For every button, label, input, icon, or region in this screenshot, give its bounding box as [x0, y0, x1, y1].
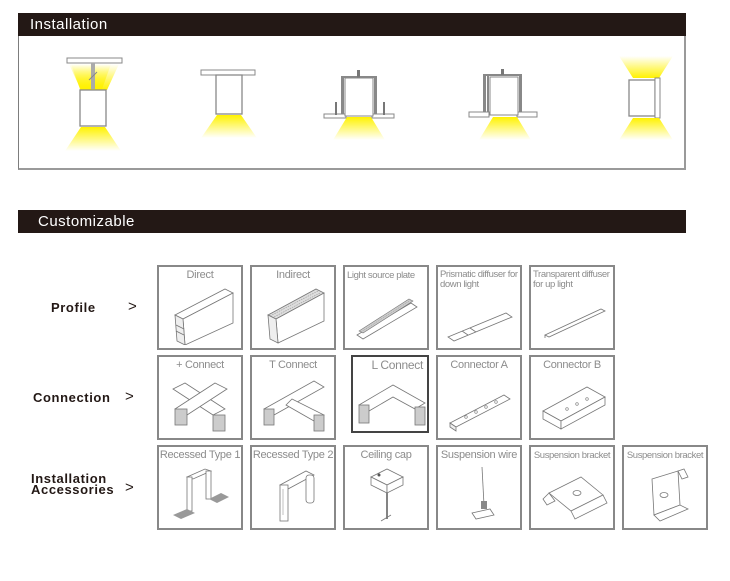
- suspension-bracket-vertical-icon: [630, 465, 702, 525]
- transparent-diffuser-icon: [537, 285, 609, 345]
- surface-down-icon: [189, 56, 269, 156]
- light-source-plate-icon: [351, 285, 423, 345]
- option-label: + Connect: [176, 359, 224, 371]
- row-label-line2: Accessories: [31, 482, 115, 497]
- option-prismatic-diffuser[interactable]: [436, 265, 522, 350]
- option-transparent-diffuser[interactable]: [529, 265, 615, 350]
- option-t-connect[interactable]: [250, 355, 336, 440]
- option-label: Connector A: [450, 359, 508, 371]
- installation-panel: [18, 36, 686, 170]
- recessed-clip-icon: [319, 56, 399, 156]
- option-label: Suspension bracket: [626, 450, 704, 461]
- row-label-profile: Profile: [51, 300, 96, 315]
- option-label: Suspension bracket: [533, 450, 611, 461]
- installation-header: [18, 13, 686, 36]
- row-label-installation-accessories: [31, 473, 114, 495]
- recessed-spring-icon: [467, 56, 547, 156]
- option-suspension-bracket-2[interactable]: [622, 445, 708, 530]
- suspension-bracket-icon: [537, 465, 609, 525]
- suspension-wire-icon: [444, 465, 516, 525]
- option-label: Light source plate: [347, 270, 415, 281]
- option-direct[interactable]: [157, 265, 243, 350]
- option-label: Recessed Type 2: [252, 449, 334, 461]
- option-label: Indirect: [276, 269, 310, 281]
- customizable-title: Customizable: [38, 213, 135, 230]
- option-suspension-bracket-1[interactable]: [529, 445, 615, 530]
- ceiling-cap-icon: [351, 465, 423, 525]
- option-suspension-wire[interactable]: [436, 445, 522, 530]
- option-connector-a[interactable]: [436, 355, 522, 440]
- option-label: Prismatic diffuser for down light: [440, 269, 518, 290]
- option-plus-connect[interactable]: [157, 355, 243, 440]
- t-connector-icon: [258, 375, 330, 435]
- option-indirect[interactable]: [250, 265, 336, 350]
- option-recessed-type-1[interactable]: [157, 445, 243, 530]
- option-recessed-type-2[interactable]: [250, 445, 336, 530]
- option-label: T Connect: [269, 359, 317, 371]
- connector-a-icon: [444, 375, 516, 435]
- recessed-type-1-icon: [165, 465, 237, 525]
- option-ceiling-cap[interactable]: [343, 445, 429, 530]
- row-label-connection: Connection: [33, 390, 111, 405]
- l-connector-icon: [355, 375, 427, 435]
- option-connector-b[interactable]: [529, 355, 615, 440]
- row-label-line1: Installation: [31, 471, 107, 486]
- prismatic-diffuser-icon: [444, 285, 516, 345]
- option-label: Recessed Type 1: [159, 449, 241, 461]
- direct-profile-icon: [165, 285, 237, 345]
- option-label: Direct: [186, 269, 214, 281]
- recessed-type-2-icon: [258, 465, 330, 525]
- row-arrow-connection: >: [125, 388, 134, 405]
- surface-up-down-icon: [51, 56, 131, 156]
- customizable-header: [18, 210, 686, 233]
- wall-up-down-icon: [607, 56, 687, 156]
- row-arrow-profile: >: [128, 298, 137, 315]
- option-label: Suspension wire: [440, 449, 518, 461]
- option-l-connect[interactable]: [351, 355, 429, 433]
- row-arrow-accessories: >: [125, 479, 134, 496]
- installation-title: Installation: [30, 16, 108, 33]
- option-label: Ceiling cap: [360, 449, 412, 461]
- indirect-profile-icon: [258, 285, 330, 345]
- connector-b-icon: [537, 375, 609, 435]
- option-label: L Connect: [371, 358, 423, 372]
- option-light-source-plate[interactable]: [343, 265, 429, 350]
- option-label: Connector B: [543, 359, 601, 371]
- plus-connector-icon: [165, 375, 237, 435]
- option-label: Transparent diffuser for up light: [533, 269, 610, 290]
